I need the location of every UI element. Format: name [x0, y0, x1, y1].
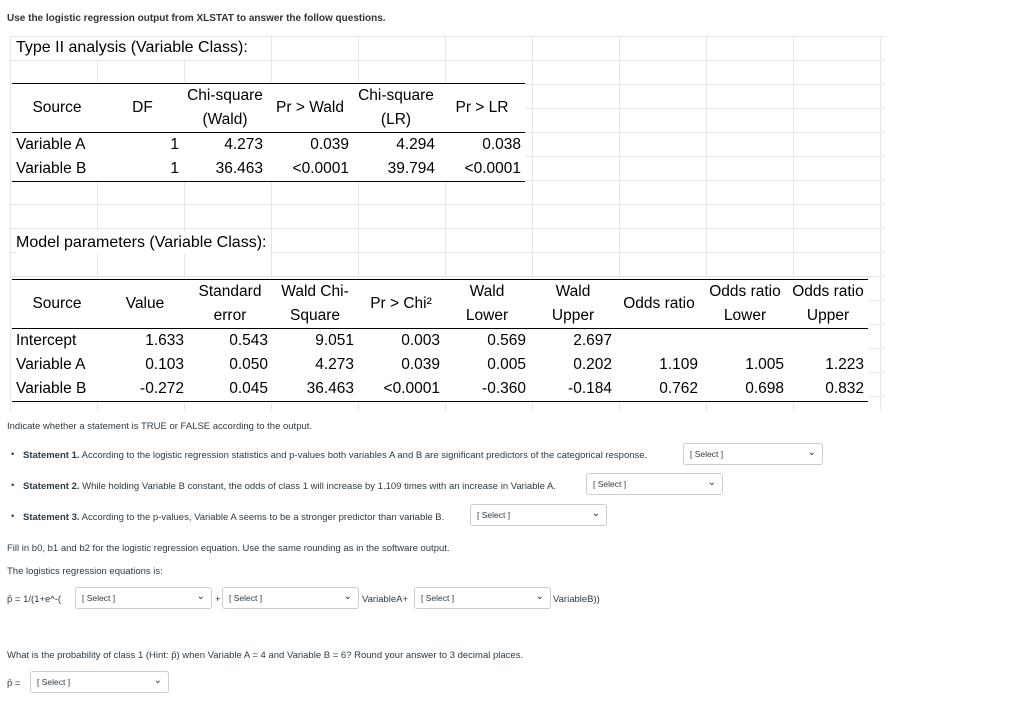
chevron-down-icon: ⌄: [196, 591, 205, 602]
chevron-down-icon: ⌄: [591, 508, 600, 519]
col-header: Wald Chi-Square: [281, 283, 349, 324]
params-table: [12, 279, 868, 402]
type2-table: [12, 83, 525, 182]
statement-text: According to the logistic regression statistics and p-values both variables A and B are significant predictors of the categorical response.: [81, 450, 648, 461]
cell: 1.109: [659, 356, 698, 373]
cell: 0.045: [229, 380, 268, 397]
cell: 0.103: [145, 356, 184, 373]
cell: 1.633: [145, 332, 184, 349]
bullet: •: [11, 449, 15, 460]
bullet: •: [11, 480, 15, 491]
statement-3: [23, 512, 444, 523]
select-value: [ Select ]: [37, 677, 71, 687]
select-value: [ Select ]: [690, 449, 724, 459]
b1-select[interactable]: [222, 587, 359, 609]
cell: 0.202: [573, 356, 612, 373]
cell: 4.273: [224, 136, 263, 153]
cell: Variable A: [16, 356, 86, 373]
xlstat-output: [10, 36, 885, 411]
col-header: Value: [125, 295, 165, 312]
cell: Intercept: [16, 332, 77, 349]
cell: 0.039: [310, 136, 349, 153]
cell: -0.360: [482, 380, 526, 397]
cell: Variable B: [16, 380, 87, 397]
equation-plus: +: [215, 594, 221, 605]
equation-var-a: VariableA+: [362, 594, 409, 605]
cell: 0.050: [229, 356, 268, 373]
params-title: Model parameters (Variable Class):: [16, 232, 270, 254]
chevron-down-icon: ⌄: [707, 477, 716, 488]
cell: Variable B: [16, 160, 87, 177]
cell: [702, 329, 788, 354]
cell: 0.039: [401, 356, 440, 373]
bullet: •: [11, 511, 15, 522]
cell: <0.0001: [383, 380, 440, 397]
cell: 36.463: [306, 380, 354, 397]
col-header: Wald Upper: [551, 283, 595, 324]
cell: 0.003: [401, 332, 440, 349]
statement-1: [23, 450, 647, 461]
cell: 36.463: [215, 160, 263, 177]
cell: 0.762: [659, 380, 698, 397]
cell: Variable A: [16, 136, 86, 153]
table-row: [12, 133, 525, 158]
equation-var-b: VariableB)): [553, 594, 600, 605]
statement-text: While holding Variable B constant, the odds of class 1 will increase by 1.109 times with an increase in Variable A.: [82, 481, 556, 492]
statement-text: According to the p-values, Variable A seems to be a stronger predictor than variable B.: [81, 512, 445, 523]
cell: 1: [170, 160, 179, 177]
cell: 1.005: [745, 356, 784, 373]
phat-select[interactable]: [30, 671, 169, 693]
col-header: Source: [32, 295, 82, 312]
cell: <0.0001: [292, 160, 349, 177]
select-value: [ Select ]: [477, 510, 511, 520]
phat-label: p̂ =: [7, 678, 21, 689]
cell: 1: [170, 136, 179, 153]
statement-label: Statement 3.: [23, 512, 80, 523]
chevron-down-icon: ⌄: [343, 591, 352, 602]
table-row: [12, 377, 868, 402]
chevron-down-icon: ⌄: [153, 675, 162, 686]
col-header: Pr > LR: [455, 99, 509, 116]
select-value: [ Select ]: [593, 479, 627, 489]
type2-title: Type II analysis (Variable Class):: [16, 37, 252, 59]
chevron-down-icon: ⌄: [807, 447, 816, 458]
col-header: DF: [132, 99, 153, 116]
select-value: [ Select ]: [421, 593, 455, 603]
b2-select[interactable]: [414, 587, 551, 609]
col-header: Pr > Chi²: [370, 295, 432, 312]
fill-instructions: Fill in b0, b1 and b2 for the logistic regression equation. Use the same rounding as in the software output.: [7, 543, 450, 554]
cell: 1.223: [825, 356, 864, 373]
table-row: [12, 353, 868, 377]
cell: 0.038: [482, 136, 521, 153]
cell: [616, 329, 702, 354]
col-header: Source: [32, 99, 82, 116]
instructions: Indicate whether a statement is TRUE or FALSE according to the output.: [7, 421, 313, 432]
b0-select[interactable]: [75, 587, 212, 609]
cell: 4.294: [396, 136, 435, 153]
select-value: [ Select ]: [229, 593, 263, 603]
equation-prefix: p̂ = 1/(1+e^-(: [7, 594, 62, 605]
table-row: [12, 157, 525, 182]
cell: 9.051: [315, 332, 354, 349]
col-header: Odds ratio: [623, 295, 695, 312]
col-header: Chi-square (LR): [358, 87, 434, 128]
cell: -0.184: [568, 380, 612, 397]
equation-label: The logistics regression equations is:: [7, 566, 163, 577]
probability-question: What is the probability of class 1 (Hint: p̂) when Variable A = 4 and Variable B = 6? Round your answer to 3 decimal places.: [7, 650, 524, 661]
statement-2-select[interactable]: [586, 473, 723, 495]
cell: 2.697: [573, 332, 612, 349]
col-header: Odds ratio Upper: [792, 283, 864, 324]
cell: <0.0001: [464, 160, 521, 177]
col-header: Standard error: [198, 283, 262, 324]
cell: 0.569: [487, 332, 526, 349]
statement-3-select[interactable]: [470, 504, 607, 526]
table-row: [12, 329, 868, 354]
select-value: [ Select ]: [82, 593, 116, 603]
cell: 0.832: [825, 380, 864, 397]
statement-label: Statement 2.: [23, 481, 80, 492]
cell: 0.543: [229, 332, 268, 349]
chevron-down-icon: ⌄: [535, 591, 544, 602]
col-header: Chi-square (Wald): [187, 87, 263, 128]
cell: [788, 329, 868, 354]
statement-1-select[interactable]: [683, 443, 823, 465]
cell: 0.005: [487, 356, 526, 373]
col-header: Wald Lower: [465, 283, 509, 324]
cell: 39.794: [387, 160, 435, 177]
statement-2: [23, 481, 556, 492]
cell: 4.273: [315, 356, 354, 373]
cell: -0.272: [140, 380, 184, 397]
col-header: Pr > Wald: [276, 99, 344, 116]
col-header: Odds ratio Lower: [709, 283, 781, 324]
statement-label: Statement 1.: [23, 450, 80, 461]
intro-text: Use the logistic regression output from XLSTAT to answer the follow questions.: [7, 13, 386, 24]
cell: 0.698: [745, 380, 784, 397]
